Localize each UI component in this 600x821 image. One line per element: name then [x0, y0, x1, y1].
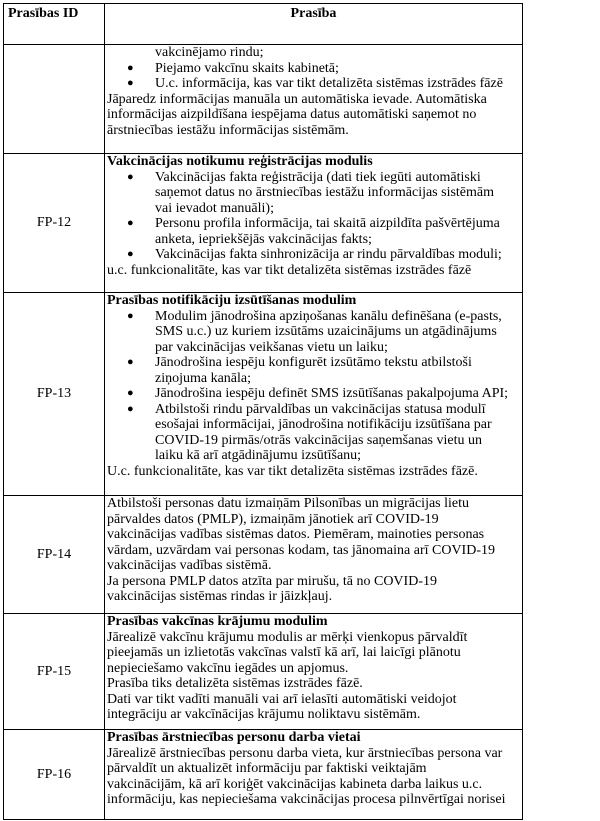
requirement-title: Prasības notifikāciju izsūtīšanas modulim: [107, 293, 357, 308]
paragraph-line: pieejamās un izlietotās vakcīnas valstī kā arī, lai laicīgi plānotu: [107, 645, 461, 660]
paragraph-line: Ja persona PMLP datos atzīta par mirušu, tā no COVID-19: [107, 573, 437, 589]
list-item: ● Vakcinācijas fakta reģistrācija (dati tiek iegūti automātiski: [127, 169, 481, 185]
paragraph-line: vakcinācijas sistēmas rindas ir jāizkļauj.: [107, 589, 333, 604]
paragraph-line: Jārealizē vakcīnu krājumu modulis ar mērķi vienkopus pārvaldīt: [107, 629, 468, 645]
requirement-id: [4, 45, 105, 154]
list-item: ● Personu profila informācija, tai skaitā aizpildīta pašvērtējuma: [127, 216, 500, 231]
paragraph-line: integrāciju ar vakcīnācijas krājumu noliktavu sistēmām.: [107, 707, 421, 722]
paragraph-line: ārstniecības iestāžu informācijas sistēmām.: [107, 122, 349, 138]
requirement-text: [105, 45, 523, 154]
paragraph-line: U.c. funkcionalitāte, kas var tikt detalizēta sistēmas izstrādes fāzē.: [107, 463, 478, 479]
list-item-continuation: par vakcinācijas veikšanas vietu un laiku;: [155, 339, 388, 355]
requirement-text: [105, 293, 523, 496]
table-row: [4, 45, 523, 154]
list-item: ● Vakcinācijas fakta sinhronizācija ar rindu pārvaldības moduli;: [127, 247, 502, 262]
requirement-id: FP-14: [4, 496, 105, 614]
requirement-text: [105, 496, 523, 614]
bullet-icon: ●: [127, 356, 134, 368]
list-item-continuation: vakcinējamo rindu;: [155, 45, 264, 60]
paragraph-line: vakcinācijas vadības sistēmā.: [107, 558, 272, 573]
requirements-table: [3, 3, 523, 820]
paragraph-line: informācijas aizpildīšana iespējama datus automātiski saņemot no: [107, 107, 477, 122]
requirement-title: Prasības ārstniecības personu darba vietai: [107, 730, 361, 745]
list-item-continuation: esošajai informācijai, jānodrošina notifikāciju izsūtīšana par: [155, 417, 492, 432]
paragraph-line: Prasība tiks detalizēta sistēmas izstrādes fāzē.: [107, 676, 363, 691]
bullet-icon: ●: [127, 387, 134, 399]
bullet-icon: ●: [127, 248, 134, 260]
requirement-text: [105, 154, 523, 293]
list-item-continuation: vai ievadot manuāli);: [155, 200, 274, 216]
paragraph-line: pārvaldīt un aktualizēt informāciju par faktiski veiktajām: [107, 761, 427, 776]
list-item-continuation: SMS u.c.) uz kuriem izsūtāms uzaicinājums un atgādinājums: [155, 324, 497, 339]
list-item: ● Jānodrošina iespēju konfigurēt izsūtāmo tekstu atbilstoši: [127, 355, 472, 370]
paragraph-line: Dati var tikt vadīti manuāli vai arī ielasīti automātiski veidojot: [107, 691, 457, 707]
table-row: [4, 154, 523, 293]
table-row: [4, 496, 523, 614]
requirement-id: FP-16: [4, 730, 105, 820]
list-item: ● Modulim jānodrošina apziņošanas kanālu definēšana (e-pasts,: [127, 308, 502, 324]
requirement-id: FP-13: [4, 293, 105, 496]
requirement-text: [105, 730, 523, 820]
column-header-id: Prasības ID: [4, 4, 105, 45]
list-item-continuation: laiku kā arī atgādinājumu izsūtīšanu;: [155, 448, 362, 463]
bullet-icon: ●: [127, 170, 134, 183]
paragraph-line: Atbilstoši personas datu izmaiņām Pilsonības un migrācijas lietu: [107, 496, 470, 511]
requirement-text: [105, 614, 523, 730]
bullet-icon: ●: [127, 309, 134, 322]
column-header-requirement: Prasība: [105, 4, 523, 45]
table-row: [4, 293, 523, 496]
bullet-icon: ●: [127, 402, 134, 415]
table-row: [4, 730, 523, 820]
paragraph-line: vārdam, uzvārdam vai personas kodam, tas jānomaina arī COVID-19: [107, 542, 495, 558]
paragraph-line: informāciju, kas nepieciešama vakcinācijas procesa pilnvērtīgai norisei: [107, 792, 506, 807]
list-item: ● Jānodrošina iespēju definēt SMS izsūtīšanas pakalpojuma API;: [127, 386, 509, 401]
requirement-title: Vakcinācijas notikumu reģistrācijas modulis: [107, 154, 373, 169]
bullet-icon: ●: [127, 77, 134, 89]
table-header-row: [4, 4, 523, 45]
paragraph-line: vakcinācijas vadības sistēmas datos. Piemēram, mainoties personas: [107, 527, 485, 542]
bullet-icon: ●: [127, 217, 134, 229]
paragraph-line: vakcinācijām, kā arī koriģēt vakcinācijas kabineta darba laikus u.c.: [107, 776, 483, 792]
paragraph-line: pārvaldes datos (PMLP), izmaiņām jānotiek arī COVID-19: [107, 511, 439, 527]
requirement-title: Prasības vakcīnas krājumu modulim: [107, 614, 328, 629]
list-item: ● Atbilstoši rindu pārvaldības un vakcinācijas statusa modulī: [127, 401, 486, 417]
requirement-id: FP-12: [4, 154, 105, 293]
paragraph-line: u.c. funkcionalitāte, kas var tikt detalizēta sistēmas izstrādes fāzē: [107, 262, 472, 278]
list-item: ● Piejamo vakcīnu skaits kabinetā;: [127, 60, 339, 76]
paragraph-line: Jārealizē ārstniecības personu darba vieta, kur ārstniecības persona var: [107, 745, 503, 761]
list-item-continuation: COVID-19 pirmās/otrās vakcinācijas saņemšanas vietu un: [155, 432, 482, 448]
paragraph-line: Jāparedz informācijas manuāla un automātiska ievade. Automātiska: [107, 91, 487, 107]
table-row: [4, 614, 523, 730]
list-item: ● U.c. informācija, kas var tikt detalizēta sistēmas izstrādes fāzē: [127, 76, 503, 91]
paragraph-line: nepieciešamo vakcīnu iegādes un apjomus.: [107, 660, 349, 676]
list-item-continuation: anketa, iepriekšējās vakcinācijas fakts;: [155, 231, 372, 247]
list-item-continuation: ziņojuma kanāla;: [155, 370, 252, 386]
list-item-continuation: saņemot datus no ārstniecības iestāžu informācijas sistēmām: [155, 185, 495, 200]
bullet-icon: ●: [127, 61, 134, 74]
requirement-id: FP-15: [4, 614, 105, 730]
